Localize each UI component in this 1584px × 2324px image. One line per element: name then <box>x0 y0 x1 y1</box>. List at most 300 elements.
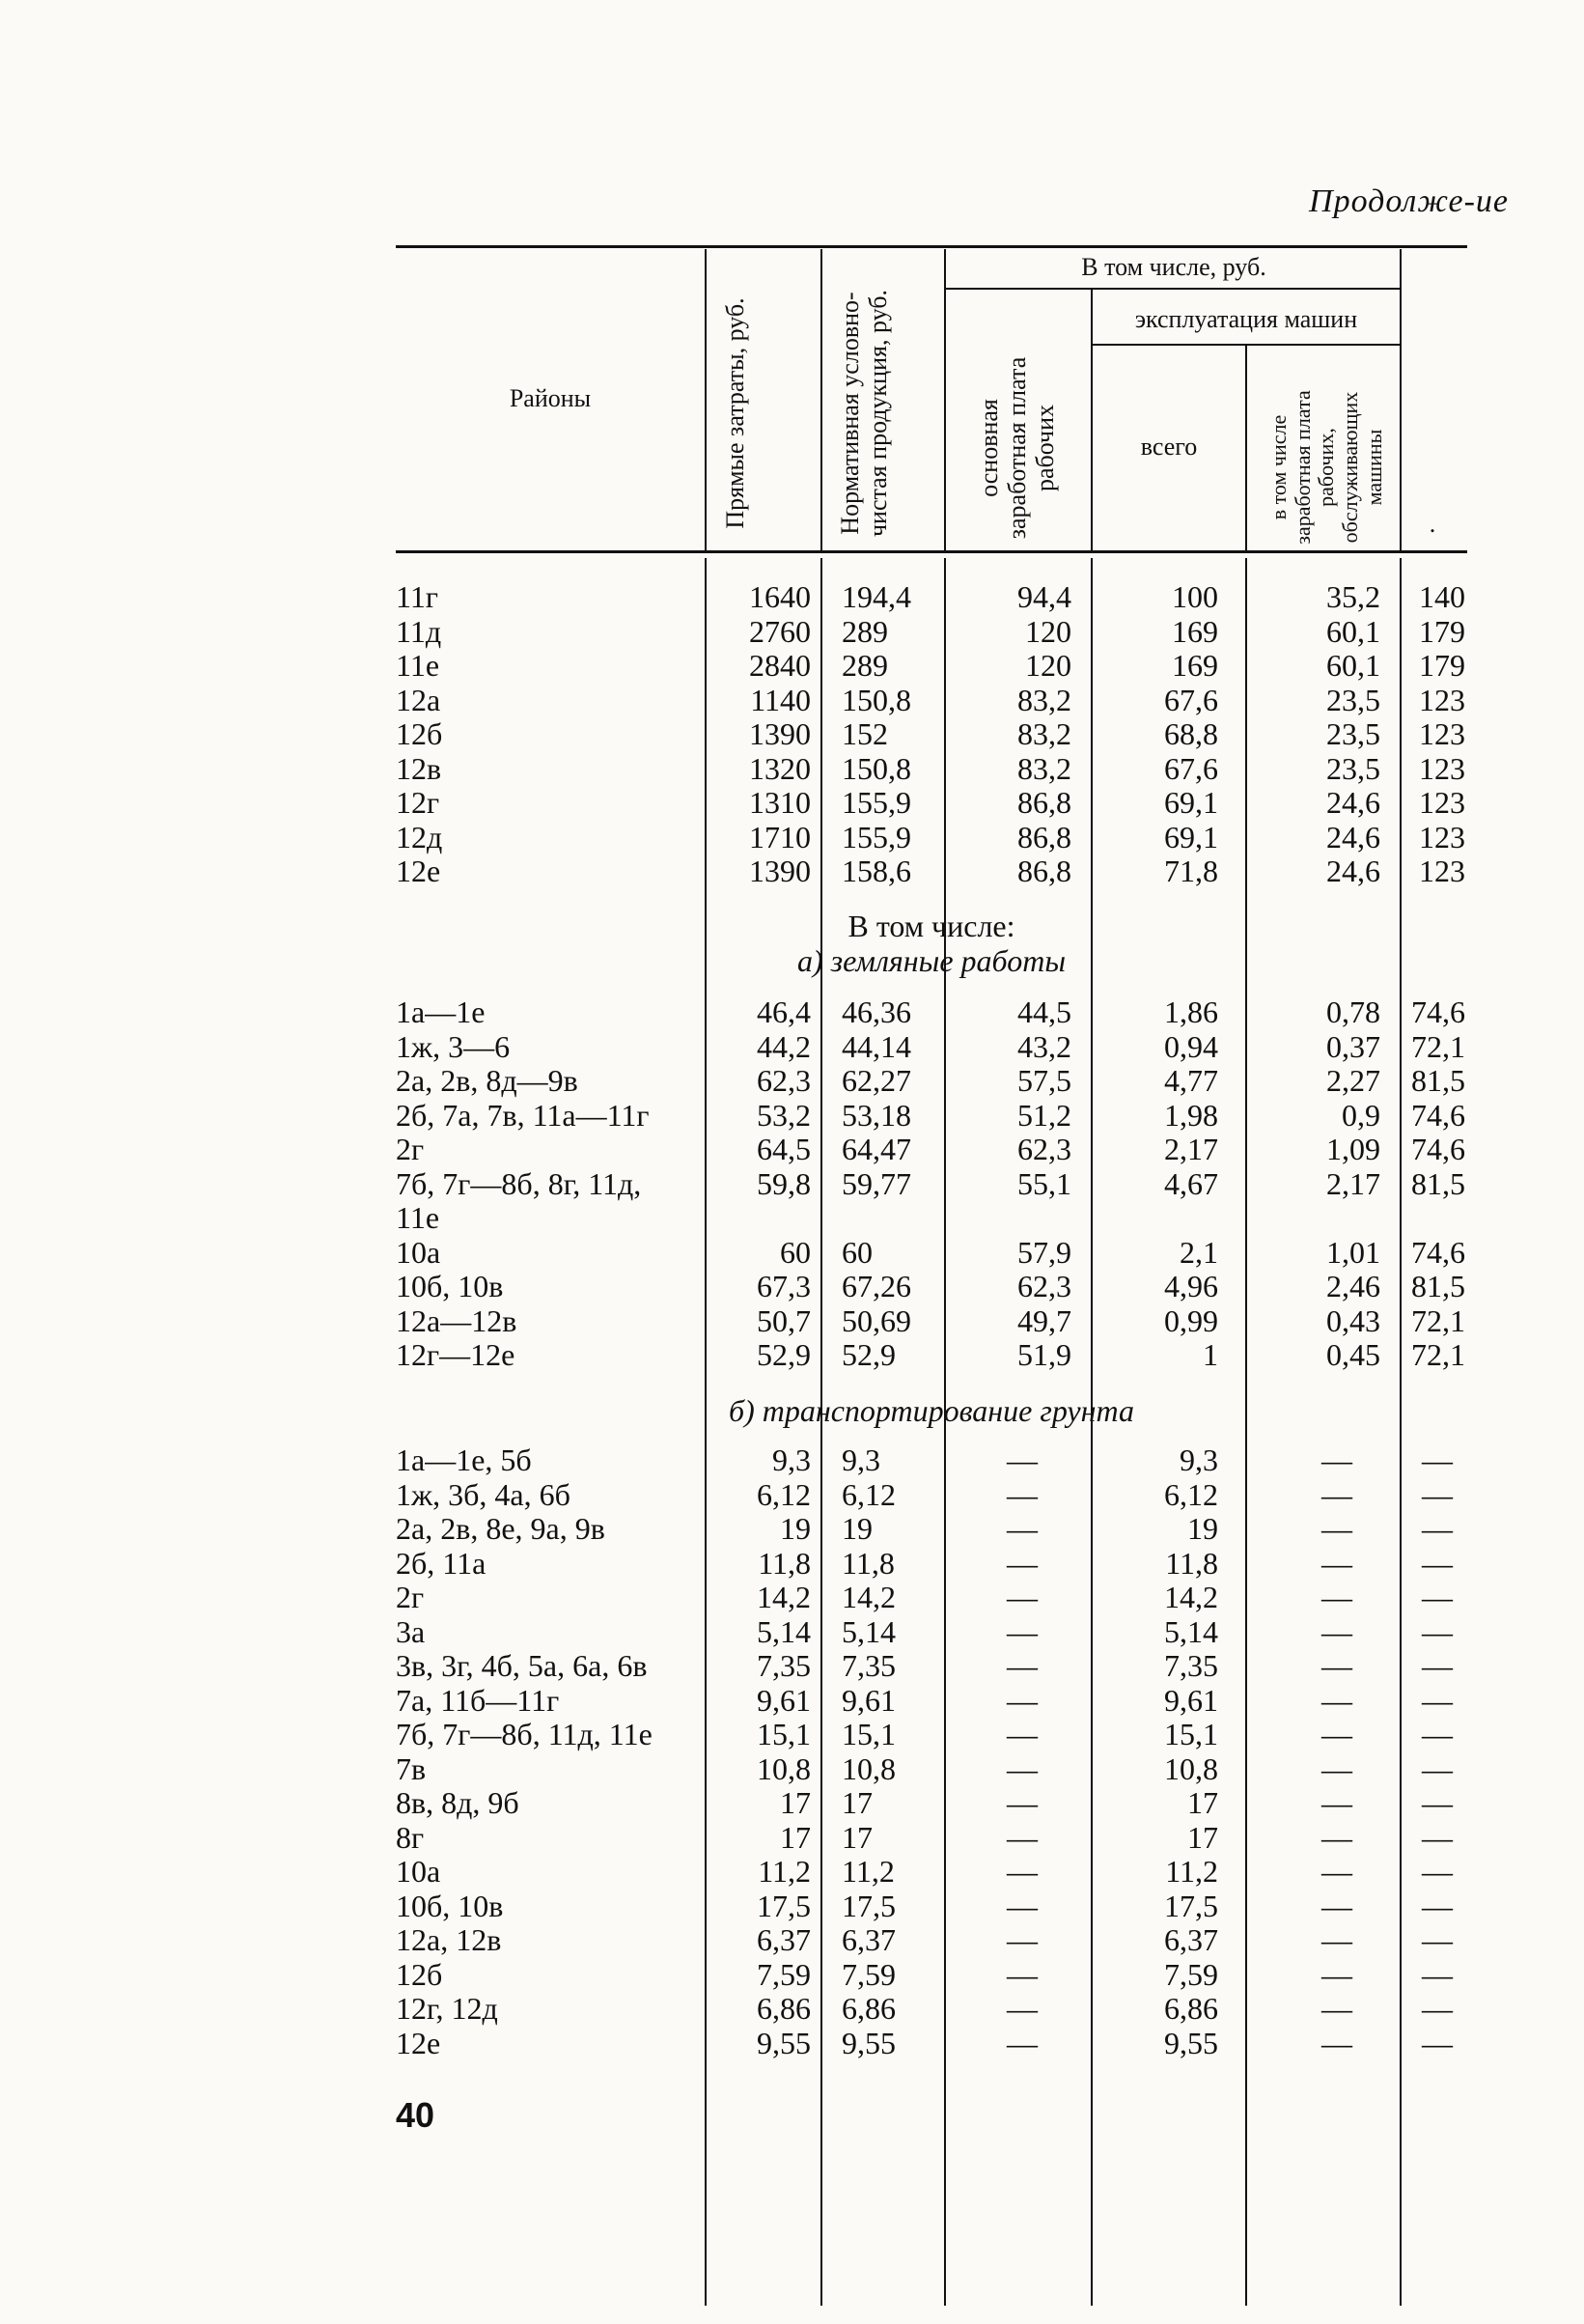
value-cell: 17 <box>842 1785 873 1820</box>
value-cell: — <box>1422 1545 1453 1581</box>
value-cell: 57,9 <box>1017 1234 1071 1270</box>
section-b-title: б) транспортирование грунта <box>728 1393 1134 1428</box>
value-cell: 74,6 <box>1411 1132 1465 1166</box>
value-cell: — <box>1422 1888 1453 1923</box>
value-cell: — <box>1321 1854 1352 1889</box>
value-cell: — <box>1007 1922 1038 1957</box>
table-row <box>396 1029 1467 1064</box>
value-cell: 59,77 <box>842 1165 911 1201</box>
value-cell: 10,8 <box>757 1750 811 1786</box>
value-cell: 9,61 <box>1164 1682 1218 1718</box>
table-row <box>396 614 1467 649</box>
value-cell: 35,2 <box>1326 579 1380 614</box>
value-cell: — <box>1321 1717 1352 1751</box>
header-subrule <box>946 288 1400 290</box>
col-header-direct-costs: Прямые затраты, руб. <box>721 297 749 529</box>
region-cell: 10б, 10в <box>396 1888 504 1923</box>
value-cell: 74,6 <box>1411 1234 1465 1270</box>
value-cell: 68,8 <box>1164 716 1218 751</box>
value-cell: — <box>1007 1785 1038 1820</box>
table-row <box>396 579 1467 614</box>
value-cell: 62,3 <box>1017 1269 1071 1303</box>
value-cell: 62,3 <box>1017 1132 1071 1166</box>
value-cell: — <box>1007 1956 1038 1992</box>
value-cell: 44,2 <box>757 1028 811 1064</box>
table-row <box>396 785 1467 820</box>
value-cell: — <box>1321 1613 1352 1649</box>
value-cell: 10,8 <box>842 1750 896 1786</box>
value-cell: — <box>1007 1648 1038 1683</box>
value-cell: 15,1 <box>757 1717 811 1751</box>
value-cell: 1390 <box>749 854 811 888</box>
value-cell: 9,55 <box>757 2025 811 2060</box>
col-header-incl-group: В том числе, руб. <box>1081 253 1266 281</box>
value-cell: — <box>1007 1476 1038 1512</box>
value-cell: — <box>1422 1511 1453 1546</box>
value-cell: 24,6 <box>1326 819 1380 854</box>
value-cell: 2,1 <box>1180 1234 1218 1270</box>
value-cell: 46,4 <box>757 994 811 1029</box>
value-cell: 0,43 <box>1326 1302 1380 1338</box>
value-cell: 4,96 <box>1164 1269 1218 1303</box>
value-cell: — <box>1321 1648 1352 1683</box>
region-cell: 10а <box>396 1234 441 1270</box>
table-row <box>396 1648 1467 1683</box>
value-cell: — <box>1321 1511 1352 1546</box>
value-cell: 6,86 <box>842 1991 896 2026</box>
value-cell: 4,77 <box>1164 1063 1218 1098</box>
value-cell: 169 <box>1172 613 1218 649</box>
value-cell: — <box>1422 1613 1453 1649</box>
table-row <box>396 1854 1467 1889</box>
value-cell: 64,5 <box>757 1132 811 1166</box>
continued-note: Продолже-ие <box>1309 183 1509 219</box>
region-cell: 3а <box>396 1613 426 1649</box>
region-cell: 12е <box>396 854 441 888</box>
value-cell: 17 <box>1187 1819 1218 1855</box>
value-cell: — <box>1007 1580 1038 1614</box>
table-row <box>396 1546 1467 1581</box>
header-divider <box>944 249 946 550</box>
table-row <box>396 1991 1467 2026</box>
region-cell: 7в <box>396 1750 427 1786</box>
value-cell: — <box>1007 1854 1038 1889</box>
value-cell: — <box>1321 1785 1352 1820</box>
value-cell: 11,2 <box>758 1854 811 1889</box>
value-cell: 62,27 <box>842 1063 911 1098</box>
value-cell: 1140 <box>750 682 811 717</box>
value-cell: 15,1 <box>1164 1717 1218 1751</box>
value-cell: 17,5 <box>757 1888 811 1923</box>
value-cell: — <box>1422 2025 1453 2060</box>
table-row <box>396 1337 1467 1372</box>
region-cell: 12а—12в <box>396 1302 517 1338</box>
value-cell: 86,8 <box>1017 819 1071 854</box>
col-header-machine-wage: в том числе заработная плата рабочих, обслуживающих машины <box>1266 390 1386 545</box>
value-cell: 55,1 <box>1017 1165 1071 1201</box>
value-cell: 17,5 <box>1164 1888 1218 1923</box>
value-cell: 152 <box>842 716 888 751</box>
value-cell: 2,27 <box>1326 1063 1380 1098</box>
value-cell: — <box>1007 1750 1038 1786</box>
region-cell: 12в <box>396 750 442 786</box>
region-cell: 12г—12е <box>396 1337 515 1372</box>
value-cell: 19 <box>842 1511 873 1546</box>
value-cell: 155,9 <box>842 819 911 854</box>
value-cell: 7,35 <box>842 1648 896 1683</box>
value-cell: — <box>1321 1750 1352 1786</box>
value-cell: 17,5 <box>842 1888 896 1923</box>
value-cell: 120 <box>1025 613 1071 649</box>
value-cell: 4,67 <box>1164 1165 1218 1201</box>
value-cell: 60,1 <box>1326 613 1380 649</box>
value-cell: 6,86 <box>1164 1991 1218 2026</box>
value-cell: 6,37 <box>1164 1922 1218 1957</box>
value-cell: 72,1 <box>1411 1337 1465 1372</box>
table-row <box>396 1580 1467 1614</box>
value-cell: — <box>1007 1888 1038 1923</box>
value-cell: 0,45 <box>1326 1337 1380 1372</box>
value-cell: 14,2 <box>1164 1580 1218 1614</box>
value-cell: 1390 <box>749 716 811 751</box>
table-row <box>396 683 1467 717</box>
value-cell: — <box>1321 1991 1352 2026</box>
region-cell: 12г <box>396 785 440 820</box>
value-cell: 9,55 <box>842 2025 896 2060</box>
value-cell: 2,46 <box>1326 1269 1380 1303</box>
value-cell: 24,6 <box>1326 854 1380 888</box>
col-header-regions: Районы <box>509 384 592 412</box>
col-header-base-wage: основная заработная плата рабочих <box>975 356 1060 540</box>
value-cell: 23,5 <box>1326 682 1380 717</box>
value-cell: 1,01 <box>1326 1234 1380 1270</box>
col-header-last: . <box>1429 510 1436 538</box>
value-cell: 6,12 <box>1164 1476 1218 1512</box>
table-row <box>396 1063 1467 1098</box>
value-cell: 14,2 <box>757 1580 811 1614</box>
value-cell: — <box>1321 1819 1352 1855</box>
value-cell: 123 <box>1419 785 1465 820</box>
value-cell: — <box>1422 1922 1453 1957</box>
col-header-normative-output: Нормативная условно-чистая продукция, руб. <box>836 289 893 538</box>
value-cell: 123 <box>1419 750 1465 786</box>
value-cell: 86,8 <box>1017 854 1071 888</box>
value-cell: 17 <box>1187 1785 1218 1820</box>
value-cell: — <box>1422 1991 1453 2026</box>
value-cell: 81,5 <box>1411 1269 1465 1303</box>
region-cell: 11г <box>396 579 438 614</box>
value-cell: 179 <box>1419 613 1465 649</box>
value-cell: 0,99 <box>1164 1302 1218 1338</box>
value-cell: — <box>1321 1545 1352 1581</box>
region-cell: 2б, 7а, 7в, 11а—11г <box>396 1097 650 1133</box>
value-cell: — <box>1321 1580 1352 1614</box>
region-cell: 7а, 11б—11г <box>396 1682 560 1718</box>
table-row <box>396 716 1467 751</box>
table-row <box>396 1200 1467 1235</box>
table-row <box>396 648 1467 683</box>
value-cell: 7,35 <box>1164 1648 1218 1683</box>
table-row <box>396 1511 1467 1546</box>
value-cell: 9,55 <box>1164 2025 1218 2060</box>
value-cell: 158,6 <box>842 854 911 888</box>
value-cell: 1,98 <box>1164 1097 1218 1133</box>
value-cell: 2760 <box>749 613 811 649</box>
value-cell: 83,2 <box>1017 716 1071 751</box>
value-cell: 74,6 <box>1411 1097 1465 1133</box>
table-row <box>396 1820 1467 1855</box>
value-cell: 11,2 <box>842 1854 895 1889</box>
value-cell: 51,9 <box>1017 1337 1071 1372</box>
region-cell: 12а <box>396 682 441 717</box>
value-cell: 150,8 <box>842 682 911 717</box>
value-cell: 53,18 <box>842 1097 911 1133</box>
value-cell: 60 <box>842 1234 873 1270</box>
table-row <box>396 1957 1467 1992</box>
table-row <box>396 1098 1467 1133</box>
value-cell: 179 <box>1419 648 1465 683</box>
value-cell: 50,7 <box>757 1302 811 1338</box>
value-cell: 0,37 <box>1326 1028 1380 1064</box>
value-cell: 9,61 <box>757 1682 811 1718</box>
region-cell: 8в, 8д, 9б <box>396 1785 519 1820</box>
value-cell: 83,2 <box>1017 750 1071 786</box>
value-cell: 19 <box>1187 1511 1218 1546</box>
table-row <box>396 1922 1467 1957</box>
value-cell: — <box>1422 1750 1453 1786</box>
col-header-machine-group: эксплуатация машин <box>1134 305 1358 333</box>
value-cell: 9,3 <box>1180 1442 1218 1477</box>
value-cell: — <box>1007 1511 1038 1546</box>
value-cell: 7,59 <box>1164 1956 1218 1992</box>
region-cell: 11е <box>396 648 440 683</box>
value-cell: 81,5 <box>1411 1165 1465 1201</box>
region-cell: 12д <box>396 819 443 854</box>
value-cell: 1710 <box>749 819 811 854</box>
value-cell: 150,8 <box>842 750 911 786</box>
value-cell: — <box>1321 2025 1352 2060</box>
table-row <box>396 1614 1467 1649</box>
col-header-machine-total: всего <box>1140 433 1198 461</box>
value-cell: — <box>1321 1956 1352 1992</box>
value-cell: 6,86 <box>757 1991 811 2026</box>
value-cell: — <box>1321 1888 1352 1923</box>
region-cell: 2г <box>396 1580 425 1614</box>
table-row <box>396 1785 1467 1820</box>
value-cell: 44,14 <box>842 1028 911 1064</box>
value-cell: — <box>1321 1442 1352 1477</box>
value-cell: 123 <box>1419 854 1465 888</box>
table-row <box>396 854 1467 888</box>
value-cell: — <box>1007 1613 1038 1649</box>
region-cell: 2а, 2в, 8д—9в <box>396 1063 578 1098</box>
header-divider <box>705 249 707 550</box>
value-cell: 0,9 <box>1342 1097 1380 1133</box>
header-subrule <box>1093 344 1400 346</box>
region-cell: 7б, 7г—8б, 8г, 11д, <box>396 1165 642 1201</box>
table-row <box>396 1477 1467 1512</box>
region-cell: 1ж, 3б, 4а, 6б <box>396 1476 570 1512</box>
value-cell: — <box>1007 1819 1038 1855</box>
value-cell: 140 <box>1419 579 1465 614</box>
value-cell: 7,59 <box>757 1956 811 1992</box>
value-cell: 7,59 <box>842 1956 896 1992</box>
value-cell: 0,78 <box>1326 994 1380 1029</box>
value-cell: — <box>1422 1819 1453 1855</box>
table-row <box>396 1166 1467 1201</box>
header-divider <box>820 249 822 550</box>
section-a-title: а) земляные работы <box>797 943 1066 978</box>
value-cell: 10,8 <box>1164 1750 1218 1786</box>
value-cell: — <box>1007 1682 1038 1718</box>
value-cell: 52,9 <box>842 1337 896 1372</box>
value-cell: 123 <box>1419 682 1465 717</box>
value-cell: — <box>1007 1717 1038 1751</box>
table-row <box>396 1303 1467 1338</box>
table-row <box>396 2026 1467 2060</box>
value-cell: 1 <box>1203 1337 1218 1372</box>
value-cell: 14,2 <box>842 1580 896 1614</box>
value-cell: 17 <box>780 1785 811 1820</box>
value-cell: 52,9 <box>757 1337 811 1372</box>
value-cell: 2,17 <box>1164 1132 1218 1166</box>
value-cell: 123 <box>1419 716 1465 751</box>
header-divider <box>1400 249 1402 550</box>
value-cell: 59,8 <box>757 1165 811 1201</box>
region-cell: 2г <box>396 1132 425 1166</box>
value-cell: 11,8 <box>758 1545 811 1581</box>
region-cell: 7б, 7г—8б, 11д, 11е <box>396 1717 653 1751</box>
table-row <box>396 1751 1467 1786</box>
value-cell: 72,1 <box>1411 1028 1465 1064</box>
value-cell: 46,36 <box>842 994 911 1029</box>
value-cell: 289 <box>842 613 888 649</box>
value-cell: 24,6 <box>1326 785 1380 820</box>
region-cell: 3в, 3г, 4б, 5а, 6а, 6в <box>396 1648 648 1683</box>
table-row <box>396 1235 1467 1270</box>
value-cell: 9,61 <box>842 1682 896 1718</box>
value-cell: 9,3 <box>842 1442 880 1477</box>
table-row <box>396 820 1467 854</box>
table-header-rule <box>396 550 1467 553</box>
value-cell: — <box>1422 1854 1453 1889</box>
value-cell: 57,5 <box>1017 1063 1071 1098</box>
value-cell: 23,5 <box>1326 750 1380 786</box>
value-cell: 11,2 <box>1165 1854 1218 1889</box>
value-cell: 6,12 <box>757 1476 811 1512</box>
table-row <box>396 1442 1467 1477</box>
page-number: 40 <box>396 2095 435 2135</box>
value-cell: — <box>1422 1648 1453 1683</box>
value-cell: 81,5 <box>1411 1063 1465 1098</box>
value-cell: 60,1 <box>1326 648 1380 683</box>
region-cell: 10б, 10в <box>396 1269 504 1303</box>
value-cell: 17 <box>780 1819 811 1855</box>
value-cell: — <box>1321 1922 1352 1957</box>
value-cell: 19 <box>780 1511 811 1546</box>
value-cell: 23,5 <box>1326 716 1380 751</box>
table-row <box>396 1269 1467 1303</box>
value-cell: 15,1 <box>842 1717 896 1751</box>
value-cell: — <box>1422 1717 1453 1751</box>
value-cell: — <box>1007 1991 1038 2026</box>
value-cell: 11,8 <box>842 1545 895 1581</box>
value-cell: 1640 <box>749 579 811 614</box>
value-cell: — <box>1422 1956 1453 1992</box>
value-cell: 9,3 <box>772 1442 811 1477</box>
value-cell: 83,2 <box>1017 682 1071 717</box>
value-cell: 64,47 <box>842 1132 911 1166</box>
region-cell: 12г, 12д <box>396 1991 498 2026</box>
value-cell: 194,4 <box>842 579 911 614</box>
region-cell: 11е <box>396 1200 440 1235</box>
value-cell: 67,6 <box>1164 682 1218 717</box>
value-cell: 120 <box>1025 648 1071 683</box>
value-cell: 6,37 <box>842 1922 896 1957</box>
value-cell: 71,8 <box>1164 854 1218 888</box>
value-cell: 43,2 <box>1017 1028 1071 1064</box>
value-cell: 1310 <box>749 785 811 820</box>
value-cell: — <box>1007 2025 1038 2060</box>
value-cell: 50,69 <box>842 1302 911 1338</box>
value-cell: — <box>1422 1785 1453 1820</box>
value-cell: 17 <box>842 1819 873 1855</box>
value-cell: — <box>1422 1580 1453 1614</box>
table-top-rule <box>396 245 1467 248</box>
value-cell: — <box>1007 1442 1038 1477</box>
value-cell: 86,8 <box>1017 785 1071 820</box>
value-cell: — <box>1007 1545 1038 1581</box>
value-cell: 5,14 <box>842 1613 896 1649</box>
value-cell: — <box>1321 1476 1352 1512</box>
table-row <box>396 1683 1467 1718</box>
region-cell: 12б <box>396 1956 443 1992</box>
value-cell: 44,5 <box>1017 994 1071 1029</box>
value-cell: 74,6 <box>1411 994 1465 1029</box>
value-cell: 100 <box>1172 579 1218 614</box>
value-cell: 6,37 <box>757 1922 811 1957</box>
table-row <box>396 1132 1467 1166</box>
table-row <box>396 1889 1467 1923</box>
table-row <box>396 751 1467 786</box>
region-cell: 2б, 11а <box>396 1545 486 1581</box>
value-cell: — <box>1422 1682 1453 1718</box>
value-cell: — <box>1422 1476 1453 1512</box>
value-cell: 72,1 <box>1411 1302 1465 1338</box>
value-cell: 123 <box>1419 819 1465 854</box>
value-cell: 94,4 <box>1017 579 1071 614</box>
region-cell: 12б <box>396 716 443 751</box>
value-cell: 51,2 <box>1017 1097 1071 1133</box>
value-cell: 69,1 <box>1164 819 1218 854</box>
region-cell: 8г <box>396 1819 425 1855</box>
region-cell: 11д <box>396 613 442 649</box>
value-cell: 289 <box>842 648 888 683</box>
region-cell: 2а, 2в, 8е, 9а, 9в <box>396 1511 605 1546</box>
region-cell: 12а, 12в <box>396 1922 502 1957</box>
value-cell: 1,86 <box>1164 994 1218 1029</box>
value-cell: 60 <box>780 1234 811 1270</box>
value-cell: 169 <box>1172 648 1218 683</box>
value-cell: 6,12 <box>842 1476 896 1512</box>
value-cell: — <box>1422 1442 1453 1477</box>
value-cell: 2840 <box>749 648 811 683</box>
value-cell: 53,2 <box>757 1097 811 1133</box>
region-cell: 10а <box>396 1854 441 1889</box>
value-cell: 5,14 <box>757 1613 811 1649</box>
value-cell: 1,09 <box>1326 1132 1380 1166</box>
table-row <box>396 1717 1467 1751</box>
